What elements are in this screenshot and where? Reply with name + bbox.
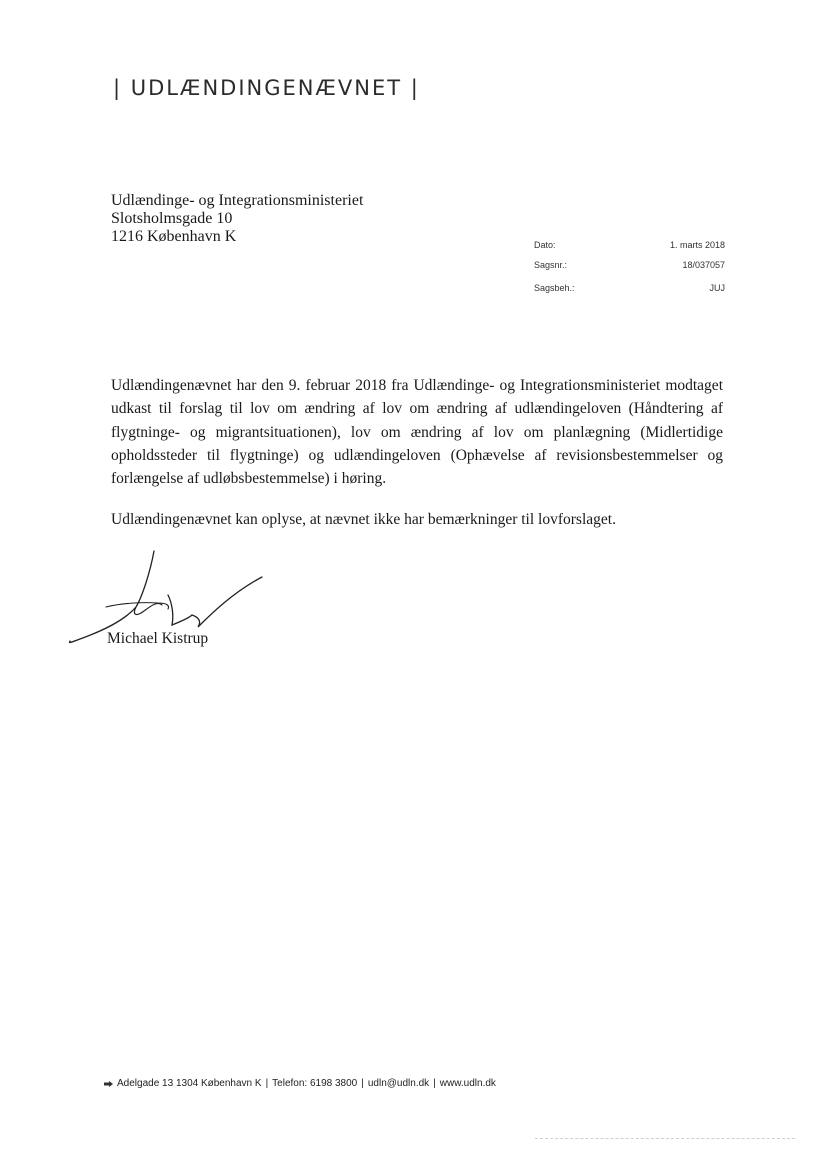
case-handler-row [534, 283, 725, 303]
footer-separator: | [265, 1078, 269, 1089]
footer-phone: Telefon: 6198 3800 [272, 1078, 358, 1089]
case-handler-value: JUJ [709, 283, 725, 293]
case-number-label: Sagsnr.: [534, 260, 568, 270]
date-label: Dato: [534, 240, 556, 250]
footer-web: www.udln.dk [439, 1078, 496, 1089]
case-number-row [534, 260, 725, 280]
case-number-value: 18/037057 [682, 260, 725, 270]
body-paragraph: Udlændingenævnet har den 9. februar 2018 fra Udlændinge- og Integrationsministeriet modtaget udkast til forslag til lov om ændring af lov om ændring af udlændingeloven (Håndtering af flygtninge- og migrantsituationen), lov om ændring af lov om planlægning (Midlertidige opholdssteder til flygtninge) og udlændingeloven (Ophævelse af revisionsbestemmelser og forlængelse af udløbsbestemmelse) i høring. [111, 377, 723, 488]
footer-email: udln@udln.dk [367, 1078, 430, 1089]
footer [104, 1078, 496, 1089]
footer-address: Adelgade 13 1304 København K [117, 1078, 262, 1089]
recipient-line: Slotsholmsgade 10 [111, 210, 233, 227]
recipient-line: Udlændinge- og Integrationsministeriet [111, 192, 364, 209]
recipient-line: 1216 København K [111, 228, 237, 245]
signer-name: Michael Kistrup [107, 630, 209, 647]
scan-edge-line [535, 1138, 795, 1139]
footer-separator: | [361, 1078, 364, 1089]
letter-metadata [534, 240, 725, 303]
case-handler-label: Sagsbeh.: [534, 283, 575, 293]
letterhead-logo: | UDLÆNDINGENÆVNET | [113, 76, 420, 100]
date-value: 1. marts 2018 [669, 240, 725, 250]
letter-body [111, 374, 723, 550]
body-paragraph: Udlændingenævnet kan oplyse, at nævnet ikke har bemærkninger til lovforslaget. [111, 511, 616, 529]
footer-separator: | [433, 1078, 436, 1089]
arrow-icon [104, 1081, 113, 1087]
date-row [534, 240, 725, 260]
recipient-address [111, 192, 363, 246]
